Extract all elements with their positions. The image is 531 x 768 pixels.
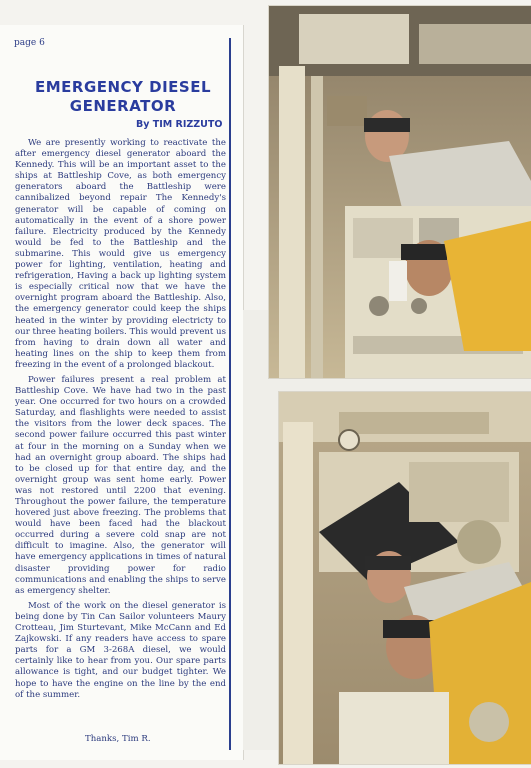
column-rule <box>229 38 231 750</box>
article-signoff: Thanks, Tim R. <box>85 734 151 744</box>
title-line-2: GENERATOR <box>69 97 177 115</box>
article-byline: By TIM RIZZUTO <box>136 119 223 130</box>
article-title <box>20 78 226 116</box>
article-body <box>15 138 226 705</box>
photo-generator-crew-1 <box>269 6 531 378</box>
paragraph-1: We are presently working to reactivate the after emergency diesel generator aboard the Kennedy. This will be an important asset to the ships at Battleship Cove, as both emergency generators aboard the Battleship were cannibalized beyond repair The Kennedy's generator will be capable of coming on automatically in the event of a shore power failure. Electricity produced by the Kennedy would be fed to the Battleship and the submarine. This would give us emergency power for lighting, ventilation, heating and refrigeration, Having a back up lighting system is especially critical now that we have the overnight program aboard the Battleship. Also, the emergency generator could keep the ships heated in the winter by providing electricty to our three heating boilers. This would prevent us from having to drain down all water and heating lines on the ship to keep them from freezing in the event of a prolonged blackout. <box>15 138 227 370</box>
photo-generator-crew-2 <box>279 392 531 764</box>
paragraph-2: Power failures present a real problem at Battleship Cove. We have had two in the past year. One occurred for two hours on a crowded Saturday, and flashlights were needed to assist the visitors from the lower deck spaces. The second power failure occurred this past winter at four in the morning on a Sunday when we had an overnight group aboard. The ships had to be closed up for that entire day, and the overnight group was sent home early. Power was not restored until 2200 that evening. Throughout the power failure, the temperature hovered just above freezing. The problems that would have been faced had the blackout occurred during a severe cold snap are not difficult to imagine. Also, the generator will have emergency applications in times of natural disaster providing power for radio communications and enabling the ships to serve as emergency shelter. <box>15 374 226 596</box>
paragraph-3: Most of the work on the diesel generator is being done by Tin Can Sailor volunteers Maury Crotteau, Jim Sturtevant, Mike McCann and Ed Zajkowski. If any readers have access to spare parts for a GM 3-268A diesel, we would certainly like to hear from you. Our spare parts allowance is tight, and our budget tighter. We hope to have the engine on the line by the end of the summer. <box>15 600 226 700</box>
title-line-1: EMERGENCY DIESEL <box>34 78 212 96</box>
photo-2-image <box>279 392 531 764</box>
page-number: page 6 <box>14 38 45 48</box>
photo-1-image <box>269 6 531 378</box>
